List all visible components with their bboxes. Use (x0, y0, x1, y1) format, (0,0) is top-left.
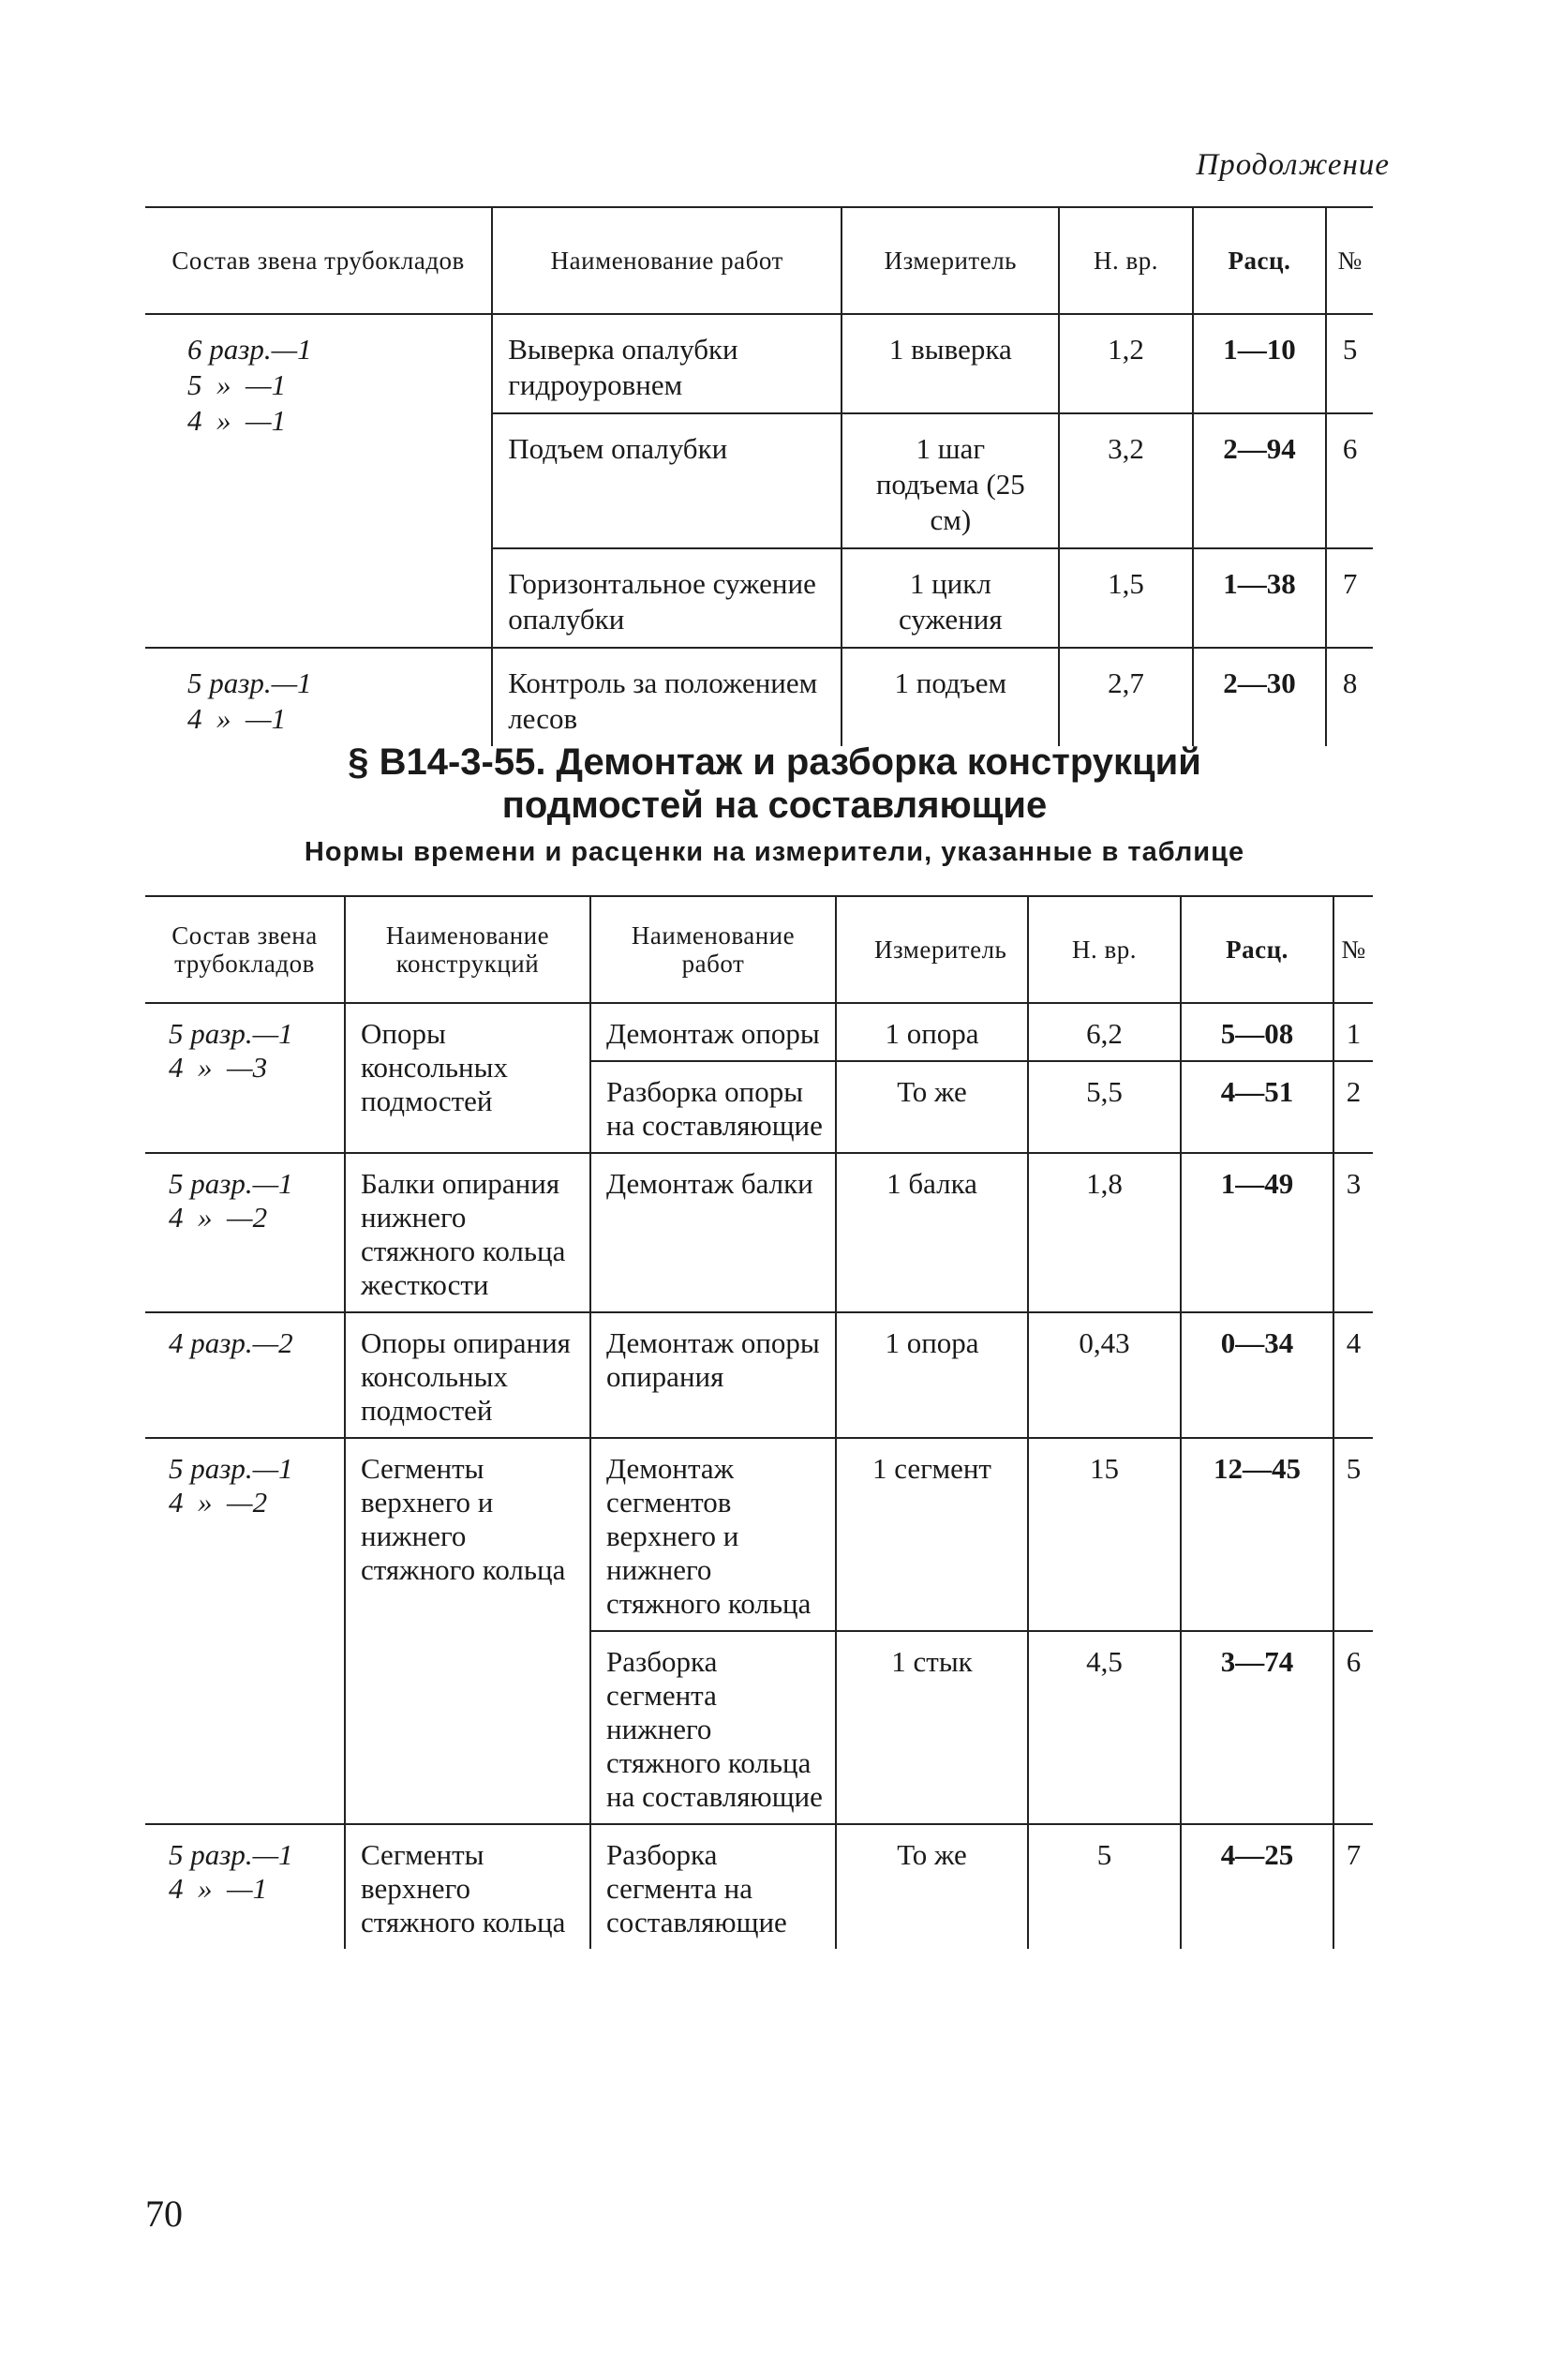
time-norm: 2,7 (1059, 648, 1192, 746)
time-norm: 5,5 (1028, 1061, 1181, 1153)
construction-name: Сегменты верхнего стяжного кольца (345, 1824, 590, 1949)
row-number: 6 (1326, 413, 1373, 548)
unit: 1 цикл сужения (842, 548, 1059, 648)
construction-name: Опоры опирания консольных подмостей (345, 1312, 590, 1438)
work-name: Контроль за положением лесов (492, 648, 842, 746)
row-number: 6 (1333, 1631, 1373, 1824)
header-number: № (1326, 207, 1373, 314)
crew-composition: 5 разр.—1 4 » —2 (145, 1438, 345, 1824)
header-rate: Расц. (1193, 207, 1326, 314)
unit: 1 подъем (842, 648, 1059, 746)
section-title-line1: § В14-3-55. Демонтаж и разборка конструкций (348, 741, 1201, 783)
norms-table (145, 895, 1373, 1949)
header-norm: Н. вр. (1059, 207, 1192, 314)
work-name: Демонтаж сегментов верхнего и нижнего стяжного кольца (590, 1438, 836, 1631)
construction-name: Балки опирания нижнего стяжного кольца жесткости (345, 1153, 590, 1312)
rate: 12—45 (1181, 1438, 1333, 1631)
section-title-line2: подмостей на составляющие (501, 785, 1048, 826)
unit: 1 опора (836, 1312, 1028, 1438)
unit: 1 опора (836, 1003, 1028, 1061)
time-norm: 4,5 (1028, 1631, 1181, 1824)
header-unit: Измеритель (836, 896, 1028, 1003)
table-row (145, 1438, 1373, 1631)
header-rate: Расц. (1181, 896, 1333, 1003)
unit: То же (836, 1824, 1028, 1949)
construction-name: Сегменты верхнего и нижнего стяжного кольца (345, 1438, 590, 1824)
work-name: Демонтаж балки (590, 1153, 836, 1312)
row-number: 5 (1326, 314, 1373, 413)
work-name: Подъем опалубки (492, 413, 842, 548)
norms-table-continued (145, 206, 1373, 746)
work-name: Разборка сегмента на составляющие (590, 1824, 836, 1949)
rate: 4—25 (1181, 1824, 1333, 1949)
header-composition: Состав звена трубокладов (145, 207, 492, 314)
row-number: 1 (1333, 1003, 1373, 1061)
header-norm: Н. вр. (1028, 896, 1181, 1003)
row-number: 2 (1333, 1061, 1373, 1153)
rate: 1—49 (1181, 1153, 1333, 1312)
time-norm: 1,5 (1059, 548, 1192, 648)
crew-composition: 5 разр.—1 4 » —1 (145, 1824, 345, 1949)
row-number: 4 (1333, 1312, 1373, 1438)
page-number: 70 (145, 2193, 183, 2235)
row-number: 3 (1333, 1153, 1373, 1312)
rate: 4—51 (1181, 1061, 1333, 1153)
header-construction: Наименование конструкций (345, 896, 590, 1003)
row-number: 5 (1333, 1438, 1373, 1631)
rate: 0—34 (1181, 1312, 1333, 1438)
crew-composition: 5 разр.—1 4 » —1 (145, 648, 492, 746)
header-number: № (1333, 896, 1373, 1003)
construction-name: Опоры консольных подмостей (345, 1003, 590, 1153)
crew-composition: 6 разр.—1 5 » —1 4 » —1 (187, 333, 312, 437)
work-name: Демонтаж опоры опирания (590, 1312, 836, 1438)
work-name: Разборка опоры на составляющие (590, 1061, 836, 1153)
row-number: 8 (1326, 648, 1373, 746)
time-norm: 5 (1028, 1824, 1181, 1949)
unit: 1 выверка (842, 314, 1059, 413)
table-row (145, 1824, 1373, 1949)
header-work: Наименование работ (492, 207, 842, 314)
crew-composition: 5 разр.—1 4 » —2 (145, 1153, 345, 1312)
time-norm: 3,2 (1059, 413, 1192, 548)
rate: 1—10 (1193, 314, 1326, 413)
time-norm: 15 (1028, 1438, 1181, 1631)
unit: То же (836, 1061, 1028, 1153)
unit: 1 шаг подъема (25 см) (842, 413, 1059, 548)
table-row (145, 1153, 1373, 1312)
work-name: Демонтаж опоры (590, 1003, 836, 1061)
unit: 1 сегмент (836, 1438, 1028, 1631)
rate: 3—74 (1181, 1631, 1333, 1824)
work-name: Горизонтальное сужение опалубки (492, 548, 842, 648)
crew-composition: 4 разр.—2 (145, 1312, 345, 1438)
rate: 1—38 (1193, 548, 1326, 648)
time-norm: 1,8 (1028, 1153, 1181, 1312)
row-number: 7 (1326, 548, 1373, 648)
time-norm: 0,43 (1028, 1312, 1181, 1438)
continuation-label: Продолжение (1196, 148, 1390, 182)
rate: 2—94 (1193, 413, 1326, 548)
table-row (145, 1312, 1373, 1438)
work-name: Выверка опалубки гидроуровнем (492, 314, 842, 413)
rate: 2—30 (1193, 648, 1326, 746)
unit: 1 балка (836, 1153, 1028, 1312)
time-norm: 1,2 (1059, 314, 1192, 413)
time-norm: 6,2 (1028, 1003, 1181, 1061)
header-work: Наименование работ (590, 896, 836, 1003)
rate: 5—08 (1181, 1003, 1333, 1061)
unit: 1 стык (836, 1631, 1028, 1824)
table-row (145, 648, 1373, 746)
crew-composition: 5 разр.—1 4 » —3 (169, 1017, 293, 1084)
row-number: 7 (1333, 1824, 1373, 1949)
table-row (145, 314, 1373, 413)
table-row (145, 1003, 1373, 1061)
work-name: Разборка сегмента нижнего стяжного кольца на составляющие (590, 1631, 836, 1824)
header-unit: Измеритель (842, 207, 1059, 314)
section-subtitle: Нормы времени и расценки на измерители, указанные в таблице (304, 837, 1245, 867)
header-composition: Состав звена трубокладов (145, 896, 345, 1003)
